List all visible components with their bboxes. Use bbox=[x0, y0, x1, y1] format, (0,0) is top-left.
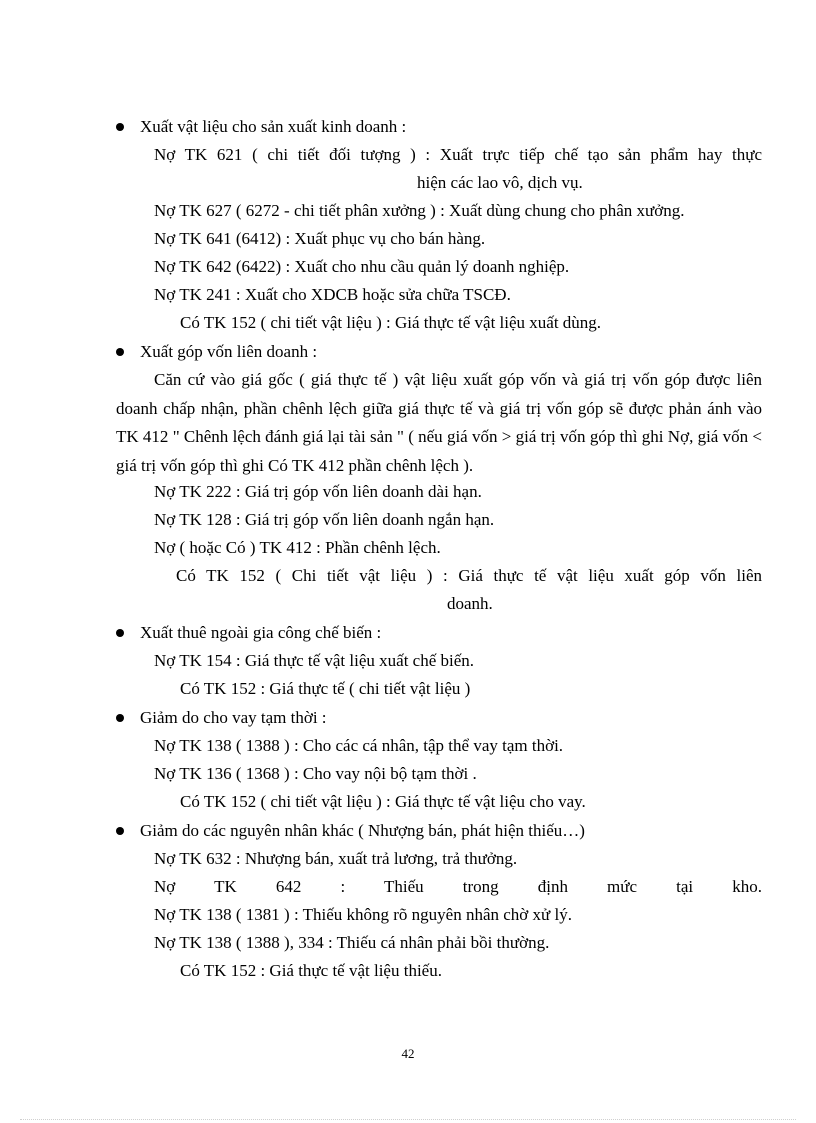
page-number: 42 bbox=[401, 1046, 415, 1061]
entry-line: Nợ TK 138 ( 1388 ) : Cho các cá nhân, tập thể vay tạm thời. bbox=[154, 736, 564, 755]
entry-line: Nợ TK 136 ( 1368 ) : Cho vay nội bộ tạm thời . bbox=[154, 764, 477, 783]
entry-line: Nợ TK 138 ( 1381 ) : Thiếu không rõ nguyên nhân chờ xử lý. bbox=[154, 905, 572, 924]
entry-line: Có TK 152 : Giá thực tế vật liệu thiếu. bbox=[180, 961, 442, 980]
entry-line: Nợ TK 138 ( 1388 ), 334 : Thiếu cá nhân phải bồi thường. bbox=[154, 933, 550, 952]
entry-line: Có TK 152 ( chi tiết vật liệu ) : Giá thực tế vật liệu xuất dùng. bbox=[180, 313, 602, 332]
entry-line: doanh. bbox=[447, 594, 493, 613]
entry-line: Có TK 152 : Giá thực tế ( chi tiết vật liệu ) bbox=[180, 679, 471, 698]
paragraph: Căn cứ vào giá gốc ( giá thực tế ) vật liệu xuất góp vốn và giá trị vốn góp được liên doanh chấp nhận, phần chênh lệch giữa giá thực tế và giá trị vốn góp sẽ được phản ánh vào TK 412 " Chênh lệch đánh giá lại tài sản " ( nếu giá vốn > giá trị vốn góp thì ghi Nợ, giá vốn < giá trị vốn góp thì ghi Có TK 412 phần chênh lệch ). bbox=[116, 370, 762, 475]
entry-line: Nợ TK 621 ( chi tiết đối tượng ) : Xuất trực tiếp chế tạo sản phẩm hay thực bbox=[154, 145, 762, 164]
bullet-icon bbox=[116, 348, 124, 356]
section-heading: Giảm do các nguyên nhân khác ( Nhượng bán, phát hiện thiếu…) bbox=[140, 821, 585, 840]
entry-line: Có TK 152 ( Chi tiết vật liệu ) : Giá thực tế vật liệu xuất góp vốn liên bbox=[176, 566, 762, 585]
section-heading: Xuất vật liệu cho sản xuất kinh doanh : bbox=[140, 117, 407, 136]
entry-line: Nợ TK 642 : Thiếu trong định mức tại kho. bbox=[154, 877, 762, 896]
entry-line: Nợ TK 241 : Xuất cho XDCB hoặc sửa chữa TSCĐ. bbox=[154, 285, 511, 304]
section-heading: Xuất góp vốn liên doanh : bbox=[140, 342, 318, 361]
entry-line: Nợ ( hoặc Có ) TK 412 : Phần chênh lệch. bbox=[154, 538, 441, 557]
entry-line: Nợ TK 222 : Giá trị góp vốn liên doanh dài hạn. bbox=[154, 482, 482, 501]
entry-line: Có TK 152 ( chi tiết vật liệu ) : Giá thực tế vật liệu cho vay. bbox=[180, 792, 586, 811]
entry-line: Nợ TK 642 (6422) : Xuất cho nhu cầu quản lý doanh nghiệp. bbox=[154, 257, 570, 276]
bullet-icon bbox=[116, 629, 124, 637]
section-heading: Xuất thuê ngoài gia công chế biến : bbox=[140, 623, 382, 642]
bullet-icon bbox=[116, 827, 124, 835]
entry-line: Nợ TK 641 (6412) : Xuất phục vụ cho bán hàng. bbox=[154, 229, 486, 248]
entry-line: Nợ TK 627 ( 6272 - chi tiết phân xưởng ) : Xuất dùng chung cho phân xưởng. bbox=[154, 201, 685, 220]
entry-line: hiện các lao vô, dịch vụ. bbox=[417, 173, 583, 192]
entry-line: Nợ TK 128 : Giá trị góp vốn liên doanh ngắn hạn. bbox=[154, 510, 495, 529]
footer-divider bbox=[20, 1119, 796, 1120]
entry-line: Nợ TK 632 : Nhượng bán, xuất trả lương, trả thưởng. bbox=[154, 849, 518, 868]
bullet-icon bbox=[116, 123, 124, 131]
section-heading: Giảm do cho vay tạm thời : bbox=[140, 708, 327, 727]
entry-line: Nợ TK 154 : Giá thực tế vật liệu xuất chế biến. bbox=[154, 651, 475, 670]
bullet-icon bbox=[116, 714, 124, 722]
